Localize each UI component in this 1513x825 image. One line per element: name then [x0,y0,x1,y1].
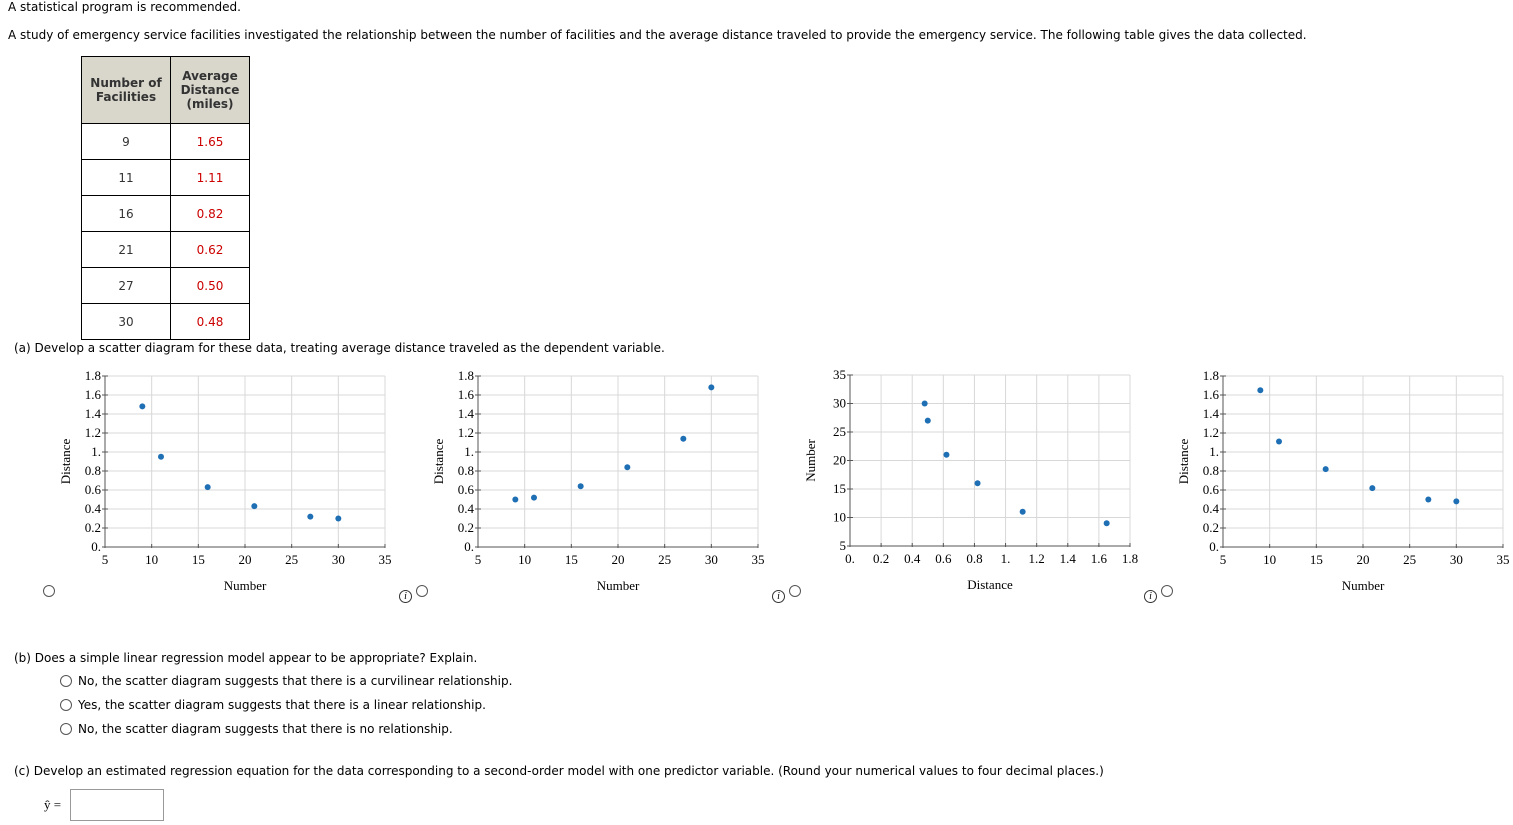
data-point [624,464,630,470]
data-point [943,452,949,458]
x-tick-label: 15 [1309,552,1323,567]
y-tick-label: 1.4 [84,406,101,421]
data-point [307,514,313,520]
data-point [922,401,928,407]
x-tick-label: 35 [751,552,765,567]
y-axis-label: Distance [431,438,446,485]
info-icon[interactable]: i [1144,590,1157,603]
x-tick-label: 1.2 [1028,551,1045,566]
regression-equation-input[interactable] [70,789,164,821]
data-point [251,503,257,509]
x-tick-label: 0.4 [904,551,921,566]
x-tick-label: 25 [1403,552,1417,567]
x-tick-label: 1.8 [1121,551,1139,566]
x-tick-label: 0. [845,551,855,566]
data-point [531,495,537,501]
y-tick-label: 0. [1209,539,1219,554]
y-tick-label: 25 [833,424,846,439]
x-tick-label: 15 [191,552,205,567]
y-tick-label: 1. [91,444,101,459]
table-row: 21 0.62 [82,232,250,268]
y-tick-label: 0.2 [1202,520,1219,535]
x-tick-label: 30 [704,552,718,567]
scatter-chart-2 [428,365,773,600]
y-tick-label: 30 [833,395,846,411]
x-tick-label: 15 [564,552,578,567]
part-c-question: (c) Develop an estimated regression equation for the data corresponding to a second-order model with one predictor variable. (Round your numerical values to four decimal places.) [14,764,1104,778]
part-b-question: (b) Does a simple linear regression model appear to be appropriate? Explain. [14,651,478,665]
info-icon[interactable]: i [399,590,412,603]
x-tick-label: 30 [1449,552,1463,567]
radio-button[interactable] [60,723,72,735]
x-tick-label: 0.2 [872,551,890,566]
chart-option-4-radio[interactable] [1161,585,1173,597]
y-tick-label: 20 [833,452,846,468]
part-a-question: (a) Develop a scatter diagram for these data, treating average distance traveled as the dependent variable. [14,341,665,355]
x-tick-label: 35 [378,552,392,567]
y-tick-label: 0.4 [84,501,101,516]
y-tick-label: 0.2 [457,520,474,535]
table-row: 9 1.65 [82,124,250,160]
y-tick-label: 1.6 [457,387,474,402]
scatter-chart-1 [55,365,400,600]
info-icon[interactable]: i [772,590,785,603]
y-tick-label: 1.2 [457,425,474,440]
data-point [1104,520,1110,526]
data-point [205,484,211,490]
x-tick-label: 30 [331,552,345,567]
data-point [708,384,714,390]
y-tick-label: 35 [833,367,846,382]
data-point [1276,439,1282,445]
x-tick-label: 5 [101,552,109,567]
table-row: 30 0.48 [82,304,250,340]
x-tick-label: 1. [1000,551,1011,566]
problem-text: A study of emergency service facilities investigated the relationship between the number of facilities and the average distance traveled to provide the emergency service. The following table gives the data collected. [8,28,1307,42]
data-point [158,454,164,460]
y-axis-label: Distance [1176,438,1191,485]
data-point [1369,485,1375,491]
data-point [578,483,584,489]
y-tick-label: 0. [91,539,101,554]
radio-button[interactable] [60,699,72,711]
y-tick-label: 1.2 [1202,425,1219,440]
y-tick-label: 10 [833,509,846,525]
x-tick-label: 10 [518,552,532,567]
x-tick-label: 35 [1496,552,1510,567]
header-facilities: Number of Facilities [82,57,171,124]
x-tick-label: 25 [285,552,299,567]
table-row: 11 1.11 [82,160,250,196]
x-tick-label: 20 [1356,552,1370,567]
y-tick-label: 0.4 [457,501,474,516]
y-tick-label: 0.8 [1202,463,1219,478]
y-tick-label: 5 [839,538,846,553]
chart-option-2-radio[interactable] [416,585,428,597]
table-row: 27 0.50 [82,268,250,304]
y-tick-label: 1.8 [84,368,101,383]
data-point [139,403,145,409]
y-tick-label: 1.6 [84,387,101,402]
x-tick-label: 20 [611,552,625,567]
x-axis-label: Number [596,578,640,593]
header-distance: Average Distance (miles) [171,57,250,124]
x-tick-label: 5 [474,552,482,567]
y-tick-label: 1.8 [457,368,474,383]
intro-text: A statistical program is recommended. [8,0,241,14]
data-point [680,436,686,442]
data-point [1020,509,1026,515]
y-tick-label: 0.8 [84,463,101,478]
data-point [1453,498,1459,504]
x-axis-label: Distance [967,577,1013,592]
yhat-label: ŷ = [44,797,62,812]
x-axis-label: Number [1341,578,1385,593]
x-tick-label: 10 [1263,552,1277,567]
y-tick-label: 0.4 [1202,501,1219,516]
x-tick-label: 1.4 [1059,551,1076,566]
y-axis-label: Distance [58,438,73,485]
y-tick-label: 1. [1209,444,1219,459]
y-tick-label: 1. [464,444,474,459]
y-tick-label: 1.6 [1202,387,1219,402]
data-point [1425,497,1431,503]
data-point [512,497,518,503]
data-point [975,480,981,486]
y-tick-label: 0. [464,539,474,554]
scatter-chart-4 [1173,365,1513,600]
y-tick-label: 1.4 [1202,406,1219,421]
x-tick-label: 5 [1219,552,1227,567]
y-tick-label: 1.8 [1202,368,1219,383]
y-tick-label: 0.2 [84,520,101,535]
x-axis-label: Number [223,578,267,593]
data-table [81,56,250,340]
y-tick-label: 15 [833,481,846,496]
x-tick-label: 0.8 [966,551,983,566]
radio-button[interactable] [60,675,72,687]
x-tick-label: 0.6 [935,551,952,566]
y-tick-label: 0.6 [1202,482,1219,497]
x-tick-label: 25 [658,552,672,567]
table-row: 16 0.82 [82,196,250,232]
x-tick-label: 1.6 [1090,551,1108,566]
data-point [925,418,931,424]
y-tick-label: 0.6 [84,482,101,497]
y-tick-label: 1.4 [457,406,474,421]
y-tick-label: 0.8 [457,463,474,478]
chart-option-1-radio[interactable] [43,585,55,597]
y-tick-label: 0.6 [457,482,474,497]
y-axis-label: Number [803,439,818,482]
x-tick-label: 10 [145,552,159,567]
chart-option-3-radio[interactable] [789,585,801,597]
x-tick-label: 20 [238,552,252,567]
data-point [1323,466,1329,472]
data-point [335,516,341,522]
data-point [1257,387,1263,393]
scatter-chart-3 [800,365,1145,600]
y-tick-label: 1.2 [84,425,101,440]
